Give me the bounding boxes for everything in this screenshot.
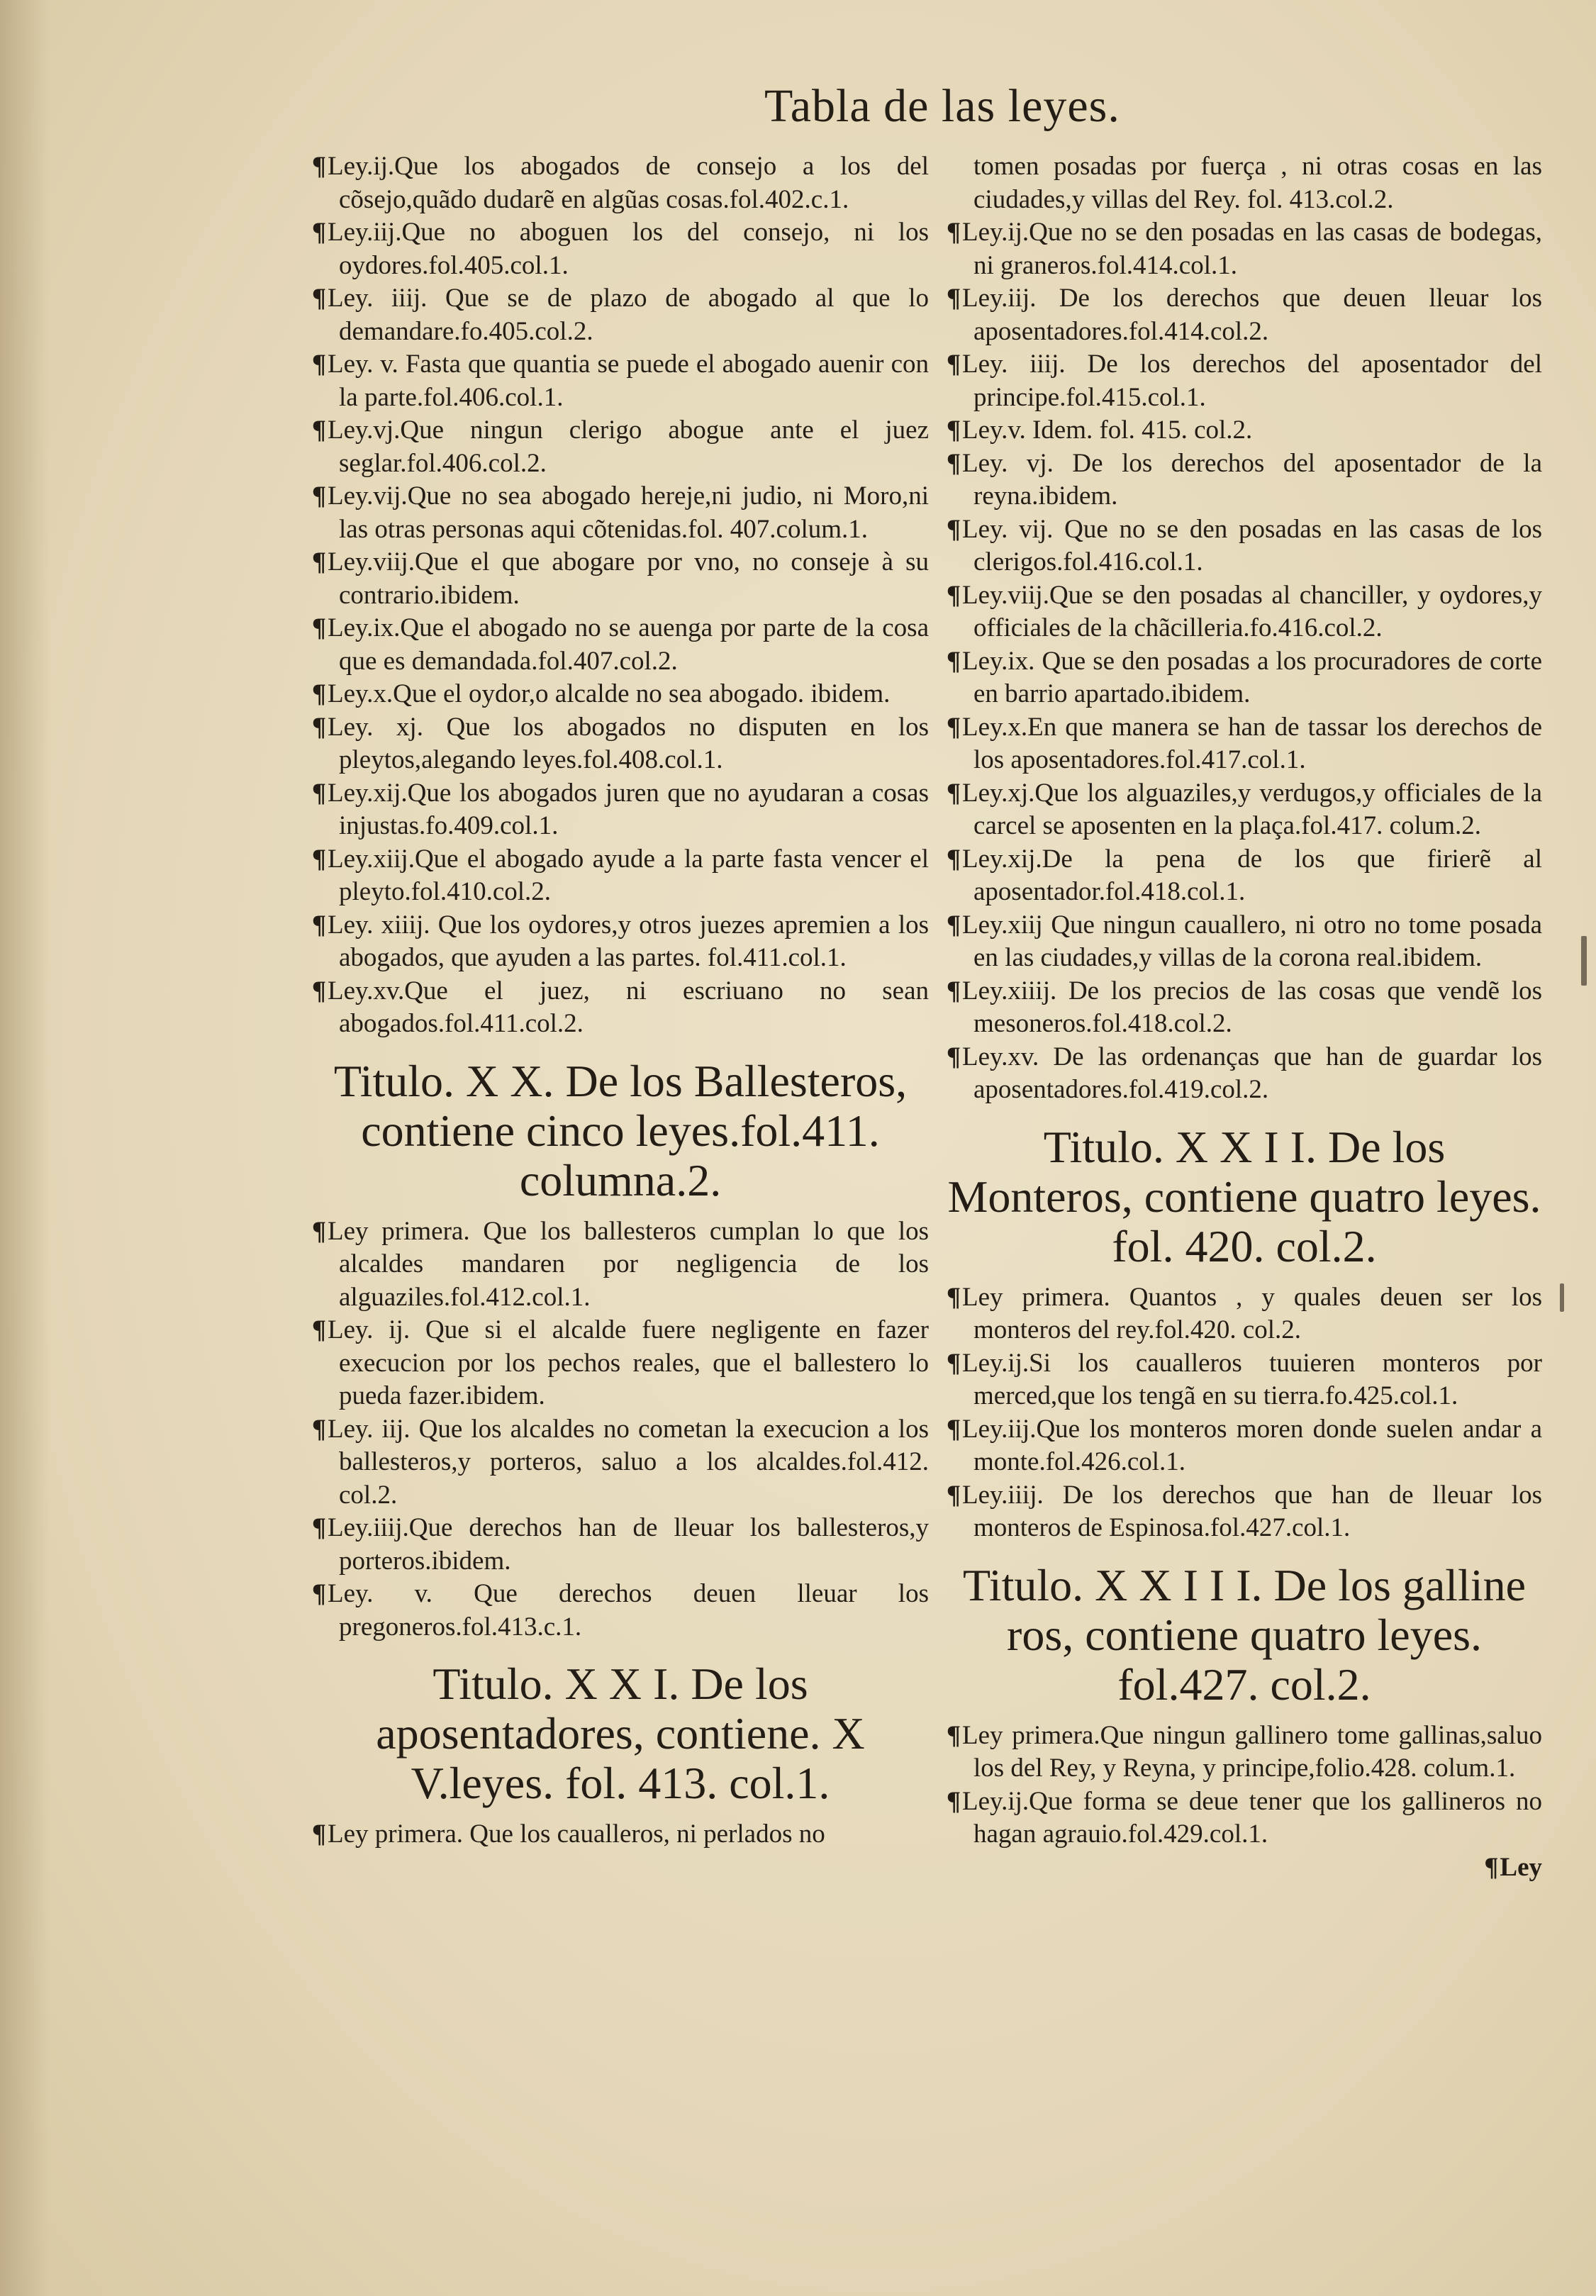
ley-entry <box>312 348 929 414</box>
ley-text: Ley primera. Que los caualleros, ni perlados no <box>327 1819 825 1849</box>
ley-text: Ley. xj. Que los abogados no disputen en los pleytos,alegando leyes.fol.408.col.1. <box>327 712 929 774</box>
ley-entry <box>312 1314 929 1413</box>
ley-text: Ley.xiiij. De los precios de las cosas que vendẽ los mesoneros.fol.418.col.2. <box>961 976 1542 1038</box>
ley-entry <box>947 1479 1542 1545</box>
pilcrow-icon: ¶ <box>312 547 326 576</box>
pilcrow-icon: ¶ <box>312 350 326 379</box>
ley-text: Ley. iij. Que los alcaldes no cometan la execucion a los ballesteros,y porteros, saluo a los alcaldes.fol.412. col.2. <box>327 1414 929 1510</box>
pilcrow-icon: ¶ <box>312 976 326 1005</box>
pilcrow-icon: ¶ <box>947 350 961 379</box>
pilcrow-icon: ¶ <box>312 1513 326 1542</box>
pilcrow-icon: ¶ <box>312 1414 326 1444</box>
ley-text: Ley. ij. Que si el alcalde fuere negligente en fazer execucion por los pechos reales, que el ballestero lo pueda fazer.ibidem. <box>327 1315 929 1410</box>
ley-text: Ley.iij.Que no aboguen los del consejo, ni los oydores.fol.405.col.1. <box>327 218 929 280</box>
ley-entry <box>312 678 929 711</box>
ley-entry <box>312 414 929 480</box>
ley-list <box>312 150 929 1041</box>
ley-entry <box>947 1041 1542 1107</box>
ley-list <box>312 1818 929 1851</box>
gutter-shadow <box>0 0 50 2296</box>
ley-entry <box>312 282 929 348</box>
catchword-text: Ley <box>1500 1852 1542 1882</box>
pilcrow-icon: ¶ <box>312 416 326 445</box>
ley-entry <box>947 1720 1542 1785</box>
ley-text: Ley. iiij. De los derechos del aposentador del principe.fol.415.col.1. <box>961 350 1542 412</box>
ley-entry <box>947 216 1542 282</box>
ley-text: Ley.ij.Que los abogados de consejo a los del cõsejo,quãdo dudarẽ en algũas cosas.fol.402.c.1. <box>327 152 929 214</box>
pilcrow-icon: ¶ <box>312 1579 326 1608</box>
pilcrow-icon: ¶ <box>947 844 961 874</box>
ley-text: Ley.ij.Que no se den posadas en las casas de bodegas, ni graneros.fol.414.col.1. <box>961 218 1542 280</box>
ley-entry <box>947 1347 1542 1413</box>
ley-entry <box>312 843 929 909</box>
pilcrow-icon: ¶ <box>947 1042 961 1071</box>
ley-entry <box>312 216 929 282</box>
pilcrow-icon: ¶ <box>947 976 961 1005</box>
pilcrow-icon: ¶ <box>947 416 961 445</box>
ley-entry <box>947 282 1542 348</box>
pilcrow-icon: ¶ <box>947 646 961 676</box>
ley-entry <box>947 447 1542 513</box>
ley-text: Ley.xij.De la pena de los que firierẽ al aposentador.fol.418.col.1. <box>961 844 1542 906</box>
ley-text: Ley.ix.Que el abogado no se auenga por parte de la cosa que es demandada.fol.407.col.2. <box>327 613 929 676</box>
ley-entry <box>947 975 1542 1041</box>
ley-text: Ley primera. Quantos , y quales deuen ser los monteros del rey.fol.420. col.2. <box>961 1282 1542 1344</box>
ley-entry <box>947 513 1542 579</box>
pilcrow-icon: ¶ <box>947 218 961 247</box>
ley-entry <box>312 480 929 546</box>
ley-entry <box>312 1215 929 1315</box>
pilcrow-icon: ¶ <box>947 1348 961 1378</box>
ley-text: Ley.iiij.Que derechos han de lleuar los ballesteros,y porteros.ibidem. <box>327 1513 929 1576</box>
pilcrow-icon: ¶ <box>947 778 961 808</box>
ley-entry <box>947 777 1542 843</box>
ley-text: Ley. vj. De los derechos del aposentador de la reyna.ibidem. <box>961 448 1542 511</box>
pilcrow-icon: ¶ <box>312 613 326 642</box>
titulo-heading: Titulo. X X I I. De los Monteros, contiene quatro leyes. fol. 420. col.2. <box>947 1121 1541 1271</box>
pilcrow-icon: ¶ <box>947 514 961 544</box>
ley-entry <box>312 150 929 216</box>
titulo-heading: Titulo. X X I. De los aposentadores, contiene. X V.leyes. fol. 413. col.1. <box>376 1659 865 1808</box>
pilcrow-icon: ¶ <box>1484 1852 1499 1882</box>
ley-entry <box>947 1281 1542 1347</box>
ley-text: Ley. v. Que derechos deuen lleuar los pregoneros.fol.413.c.1. <box>327 1579 929 1642</box>
ley-entry <box>947 1413 1542 1479</box>
ley-entry <box>947 909 1542 975</box>
ley-text: Ley.iij. De los derechos que deuen lleuar los aposentadores.fol.414.col.2. <box>961 284 1542 346</box>
ley-text: Ley.vj.Que ningun clerigo abogue ante el juez seglar.fol.406.col.2. <box>327 416 929 478</box>
ink-bleed-mark <box>1581 936 1587 986</box>
ley-list <box>312 1215 929 1644</box>
ley-entry <box>947 711 1542 777</box>
ley-text: Ley.ix. Que se den posadas a los procuradores de corte en barrio apartado.ibidem. <box>961 646 1542 708</box>
ley-text: Ley.x.En que manera se han de tassar los derechos de los aposentadores.fol.417.col.1. <box>961 712 1542 774</box>
ley-entry <box>312 975 929 1041</box>
pilcrow-icon: ¶ <box>947 448 961 478</box>
ley-text: Ley.vij.Que no sea abogado hereje,ni judio, ni Moro,ni las otras personas aqui cõtenidas.fol. 407.colum.1. <box>327 481 929 544</box>
ley-text: Ley.viij.Que se den posadas al chanciller, y oydores,y officiales de la chãcilleria.fo.416.col.2. <box>961 580 1542 642</box>
ley-entry <box>312 612 929 678</box>
pilcrow-icon: ¶ <box>947 1282 961 1312</box>
ley-text: Ley.xj.Que los alguaziles,y verdugos,y officiales de la carcel se aposenten en la plaça.fol.417. colum.2. <box>961 778 1542 840</box>
pilcrow-icon: ¶ <box>947 1480 961 1510</box>
ley-text: Ley.xij.Que los abogados juren que no ayudaran a cosas injustas.fo.409.col.1. <box>327 778 929 840</box>
ley-continuation: tomen posadas por fuerça , ni otras cosas en las ciudades,y villas del Rey. fol. 413.col.2. <box>973 152 1542 214</box>
pilcrow-icon: ¶ <box>312 1819 326 1849</box>
pilcrow-icon: ¶ <box>312 481 326 511</box>
ley-text: Ley primera.Que ningun gallinero tome gallinas,saluo los del Rey, y Reyna, y principe,folio.428. colum.1. <box>961 1720 1542 1783</box>
ley-text: Ley. vij. Que no se den posadas en las casas de los clerigos.fol.416.col.1. <box>961 514 1542 576</box>
pilcrow-icon: ¶ <box>947 910 961 940</box>
ley-entry <box>312 1512 929 1578</box>
ley-text: Ley.v. Idem. fol. 415. col.2. <box>961 416 1253 445</box>
ley-text: Ley. v. Fasta que quantia se puede el abogado auenir con la parte.fol.406.col.1. <box>327 350 929 412</box>
pilcrow-icon: ¶ <box>312 712 326 742</box>
catchword <box>947 1851 1542 1885</box>
ley-text: Ley.xiij Que ningun cauallero, ni otro no tome posada en las ciudades,y villas de la corona real.ibidem. <box>961 910 1542 972</box>
ley-entry <box>947 1785 1542 1851</box>
ley-entry <box>312 1413 929 1512</box>
ley-text: Ley.xv. De las ordenanças que han de guardar los aposentadores.fol.419.col.2. <box>961 1042 1542 1104</box>
ley-list <box>947 1720 1542 1851</box>
ley-text: Ley primera. Que los ballesteros cumplan lo que los alcaldes mandaren por negligencia de los alguaziles.fol.412.col.1. <box>327 1216 929 1312</box>
ley-entry <box>947 348 1542 414</box>
pilcrow-icon: ¶ <box>947 712 961 742</box>
pilcrow-icon: ¶ <box>947 580 961 610</box>
left-column <box>312 150 929 1851</box>
ink-bleed-mark <box>1560 1283 1564 1312</box>
pilcrow-icon: ¶ <box>312 284 326 313</box>
pilcrow-icon: ¶ <box>312 1216 326 1246</box>
ley-text: Ley.iiij. De los derechos que han de lleuar los monteros de Espinosa.fol.427.col.1. <box>961 1480 1542 1542</box>
ley-list <box>947 216 1542 1107</box>
pilcrow-icon: ¶ <box>312 679 326 708</box>
ley-entry <box>312 1578 929 1644</box>
ley-text: Ley.ij.Que forma se deue tener que los gallineros no hagan agrauio.fol.429.col.1. <box>961 1786 1542 1849</box>
ley-entry <box>312 1818 929 1851</box>
pilcrow-icon: ¶ <box>947 284 961 313</box>
ley-text: Ley.xv.Que el juez, ni escriuano no sean abogados.fol.411.col.2. <box>327 976 929 1038</box>
ley-text: Ley.xiij.Que el abogado ayude a la parte fasta vencer el pleyto.fol.410.col.2. <box>327 844 929 906</box>
pilcrow-icon: ¶ <box>312 910 326 940</box>
ley-text: Ley.viij.Que el que abogare por vno, no conseje à su contrario.ibidem. <box>327 547 929 610</box>
ley-text: Ley.ij.Si los caualleros tuuieren monteros por merced,que los tengã en su tierra.fo.425.col.1. <box>961 1348 1542 1410</box>
pilcrow-icon: ¶ <box>947 1786 961 1816</box>
pilcrow-icon: ¶ <box>947 1720 961 1750</box>
ley-text: Ley.x.Que el oydor,o alcalde no sea abogado. ibidem. <box>327 679 891 708</box>
pilcrow-icon: ¶ <box>312 152 326 181</box>
ley-entry <box>947 579 1542 645</box>
ley-entry <box>947 645 1542 711</box>
pilcrow-icon: ¶ <box>312 1315 326 1344</box>
ley-text: Ley.iij.Que los monteros moren donde suelen andar a monte.fol.426.col.1. <box>961 1414 1542 1476</box>
pilcrow-icon: ¶ <box>312 218 326 247</box>
ley-entry <box>947 414 1542 447</box>
ley-entry <box>312 711 929 777</box>
ley-list <box>947 1281 1542 1545</box>
pilcrow-icon: ¶ <box>312 844 326 874</box>
ley-text: Ley. xiiij. Que los oydores,y otros juezes apremien a los abogados, que ayuden a las partes. fol.411.col.1. <box>327 910 929 972</box>
titulo-heading: Titulo. X X I I I. De los galline ros, contiene quatro leyes. fol.427. col.2. <box>962 1559 1527 1710</box>
right-column <box>947 150 1542 1884</box>
ley-text: Ley. iiij. Que se de plazo de abogado al que lo demandare.fo.405.col.2. <box>327 284 929 346</box>
page-header: Tabla de las leyes. <box>764 80 1120 132</box>
titulo-heading: Titulo. X X. De los Ballesteros, contiene cinco leyes.fol.411. columna.2. <box>333 1055 908 1205</box>
ley-entry <box>947 843 1542 909</box>
ley-entry <box>312 777 929 843</box>
ley-entry <box>312 546 929 612</box>
ley-entry <box>312 909 929 975</box>
pilcrow-icon: ¶ <box>312 778 326 808</box>
pilcrow-icon: ¶ <box>947 1414 961 1444</box>
